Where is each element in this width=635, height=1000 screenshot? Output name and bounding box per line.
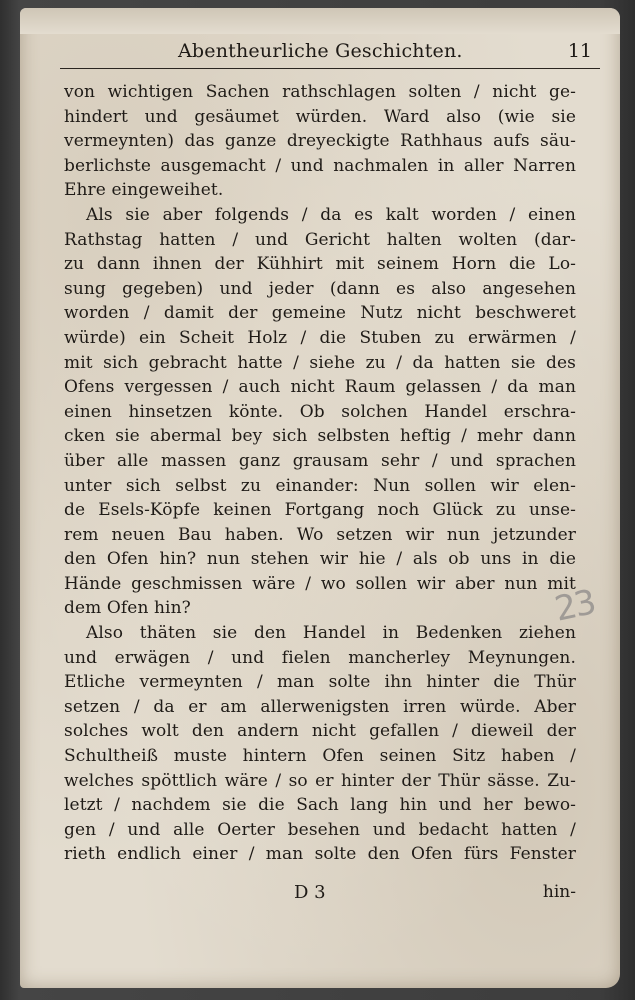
book-page	[20, 8, 620, 988]
text-line: den Ofen hin? nun stehen wir hie / als ob uns in die	[64, 549, 576, 570]
text-line: und erwägen / und fielen mancherley Meynungen.	[64, 647, 576, 668]
text-line: Etliche vermeynten / man solte ihn hinter die Thür	[64, 672, 576, 693]
text-line: worden / damit der gemeine Nutz nicht beschweret	[64, 303, 576, 324]
body-text	[64, 80, 576, 867]
text-line: solches wolt den andern nicht gefallen / dieweil der	[64, 721, 576, 742]
page-footer	[64, 882, 576, 906]
text-line: letzt / nachdem sie die Sach lang hin und her bewo-	[64, 795, 576, 816]
text-line: mit sich gebracht hatte / siehe zu / da hatten sie des	[64, 352, 576, 373]
text-line: über alle massen ganz grausam sehr / und sprachen	[64, 450, 576, 471]
text-line: cken sie abermal bey sich selbsten heftig / mehr dann	[64, 426, 576, 447]
text-line: unter sich selbst zu einander: Nun sollen wir elen-	[64, 475, 576, 496]
text-line: würde) ein Scheit Holz / die Stuben zu erwärmen /	[64, 327, 576, 348]
signature-mark: D 3	[294, 882, 326, 903]
text-line: sung gegeben) und jeder (dann es also angesehen	[64, 278, 576, 299]
running-title: Abentheurliche Geschichten.	[178, 40, 463, 62]
text-line: vermeynten) das ganze dreyeckigte Rathhaus aufs säu-	[64, 131, 576, 152]
text-line: Rathstag hatten / und Gericht halten wolten (dar-	[64, 229, 576, 250]
page-number: 11	[567, 40, 592, 62]
text-line: Also thäten sie den Handel in Bedenken ziehen	[86, 623, 576, 644]
text-line: rem neuen Bau haben. Wo setzen wir nun jetzunder	[64, 524, 576, 545]
text-line: setzen / da er am allerwenigsten irren würde. Aber	[64, 696, 576, 717]
text-line: von wichtigen Sachen rathschlagen solten / nicht ge-	[64, 82, 576, 102]
page-header	[60, 38, 600, 69]
text-line: Hände geschmissen wäre / wo sollen wir aber nun mit	[64, 573, 576, 594]
text-line: dem Ofen hin?	[64, 598, 191, 619]
text-line: de Esels-Köpfe keinen Fortgang noch Glück zu unse-	[64, 500, 576, 521]
pencil-annotation: 23	[551, 582, 598, 630]
catchword: hin-	[542, 882, 576, 902]
text-line: welches spöttlich wäre / so er hinter der Thür sässe. Zu-	[64, 770, 576, 791]
text-line: Ofens vergessen / auch nicht Raum gelassen / da man	[64, 377, 576, 398]
text-line: hindert und gesäumet würden. Ward also (wie sie	[64, 106, 576, 127]
text-line: rieth endlich einer / man solte den Ofen fürs Fenster	[64, 844, 576, 865]
text-line: Schultheiß muste hintern Ofen seinen Sitz haben /	[64, 746, 576, 767]
page-top-edge	[20, 8, 620, 34]
text-line: gen / und alle Oerter besehen und bedacht hatten /	[64, 819, 576, 840]
text-line: Als sie aber folgends / da es kalt worden / einen	[86, 204, 576, 225]
text-line: berlichste ausgemacht / und nachmalen in aller Narren	[64, 155, 576, 176]
text-line: Ehre eingeweihet.	[64, 180, 224, 201]
text-line: zu dann ihnen der Kühhirt mit seinem Horn die Lo-	[64, 254, 576, 275]
text-line: einen hinsetzen könte. Ob solchen Handel erschra-	[64, 401, 576, 422]
